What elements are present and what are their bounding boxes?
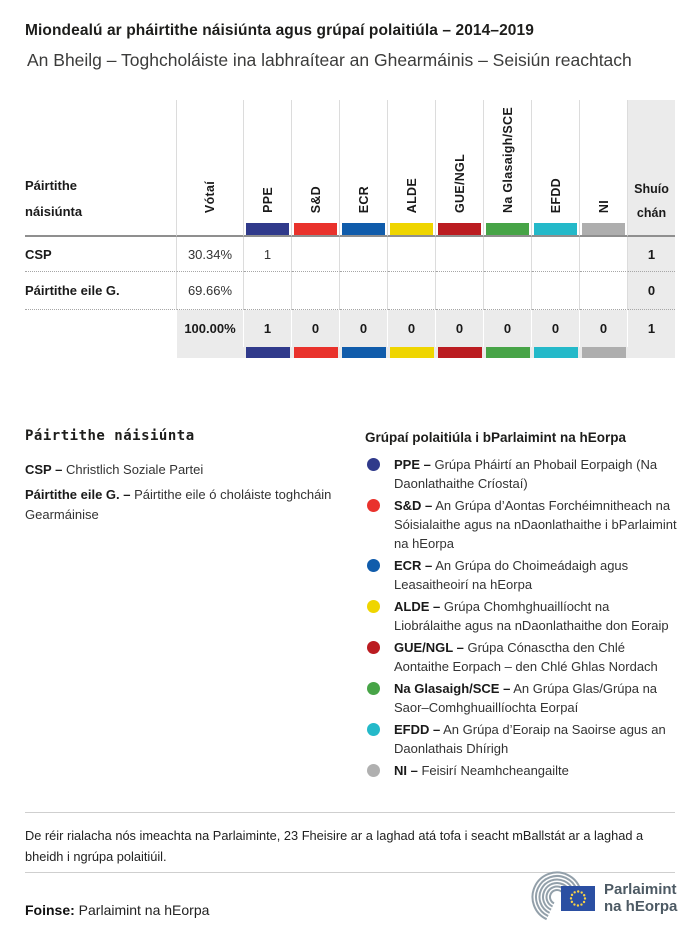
logo-wordmark: Parlaimint na hEorpa bbox=[604, 881, 678, 915]
total-group-cell: 0 bbox=[532, 310, 580, 347]
group-column-header-guengl: GUE/NGL bbox=[436, 100, 484, 237]
seat-cell bbox=[532, 237, 580, 272]
source-label: Foinse: bbox=[25, 902, 75, 918]
group-column-header-efdd: EFDD bbox=[532, 100, 580, 237]
group-color-bar bbox=[246, 347, 290, 358]
efdd-color-dot bbox=[367, 723, 380, 736]
legend-entry-greens: Na Glasaigh/SCE – An Grúpa Glas/Grúpa na Saor–Comhghuaillíochta Eorpaí bbox=[365, 679, 677, 717]
legend-entry-efdd: EFDD – An Grúpa d’Eoraip na Saoirse agus an Daonlathais Dhírigh bbox=[365, 720, 677, 758]
group-column-header-ni: NI bbox=[580, 100, 628, 237]
group-color-bar bbox=[582, 223, 625, 235]
seat-cell: 1 bbox=[244, 237, 292, 272]
seat-cell bbox=[436, 237, 484, 272]
divider bbox=[25, 812, 675, 813]
table-corner-header bbox=[25, 100, 177, 237]
group-color-bar bbox=[342, 223, 385, 235]
seat-cell bbox=[532, 272, 580, 310]
group-color-bar bbox=[534, 223, 577, 235]
votes-cell: 69.66% bbox=[177, 272, 244, 310]
group-color-bar bbox=[438, 223, 481, 235]
seat-cell bbox=[244, 272, 292, 310]
results-table bbox=[25, 100, 675, 358]
total-row-spacer bbox=[25, 310, 177, 347]
group-color-bar bbox=[246, 223, 289, 235]
footnote: De réir rialacha nós imeachta na Parlaiminte, 23 Fheisire ar a laghad atá tofa i seacht mBallstát ar a laghad a bheidh i ngrúpa polaitiúil. bbox=[25, 828, 644, 864]
group-column-header-ppe: PPE bbox=[244, 100, 292, 237]
european-parliament-logo bbox=[531, 871, 677, 925]
legend-entry-sd: S&D – An Grúpa d’Aontas Forchéimnitheach na Sóisialaithe agus na nDaonlathaithe i bParlaimint na hEorpa bbox=[365, 496, 677, 553]
legend-entry-guengl: GUE/NGL – Grúpa Cónasctha den Chlé Aontaithe Eorpach – den Chlé Ghlas Nordach bbox=[365, 638, 677, 676]
seat-cell bbox=[292, 237, 340, 272]
group-color-bar bbox=[294, 347, 338, 358]
legend-entry-ni: NI – Feisirí Neamhcheangailte bbox=[365, 761, 677, 780]
total-group-cell: 0 bbox=[436, 310, 484, 347]
total-group-cell: 0 bbox=[340, 310, 388, 347]
page-title: Miondealú ar pháirtithe náisiúnta agus grúpaí polaitiúla – 2014–2019 bbox=[25, 22, 534, 39]
group-column-header-alde: ALDE bbox=[388, 100, 436, 237]
ecr-color-dot bbox=[367, 559, 380, 572]
hemicycle-icon bbox=[531, 871, 597, 925]
ppe-color-dot bbox=[367, 458, 380, 471]
seat-cell bbox=[340, 237, 388, 272]
ni-color-dot bbox=[367, 764, 380, 777]
legend-entry-ppe: PPE – Grúpa Pháirtí an Phobail Eorpaigh (Na Daonlathaithe Críostaí) bbox=[365, 455, 677, 493]
legend-national-heading: Páirtithe náisiúnta bbox=[25, 428, 195, 444]
group-color-bar bbox=[294, 223, 337, 235]
seats-column-header: Shuíochán bbox=[628, 100, 675, 237]
seat-cell bbox=[484, 272, 532, 310]
legend-entry-alde: ALDE – Grúpa Chomhghuaillíocht na Liobrálaithe agus na nDaonlathaithe don Eoraip bbox=[365, 597, 677, 635]
legend-entry-ecr: ECR – An Grúpa do Choimeádaigh agus Leasaitheoirí na hEorpa bbox=[365, 556, 677, 594]
group-column-header-ecr: ECR bbox=[340, 100, 388, 237]
total-votes-cell: 100.00% bbox=[177, 310, 244, 347]
seat-cell bbox=[388, 237, 436, 272]
seat-cell bbox=[340, 272, 388, 310]
group-color-bar bbox=[582, 347, 626, 358]
seat-cell bbox=[388, 272, 436, 310]
sd-color-dot bbox=[367, 499, 380, 512]
legend-entry: Páirtithe eile G. – Páirtithe eile ó choláiste toghcháin Gearmáinise bbox=[25, 487, 332, 522]
votes-cell: 30.34% bbox=[177, 237, 244, 272]
group-color-bar bbox=[438, 347, 482, 358]
guengl-color-dot bbox=[367, 641, 380, 654]
group-color-bar bbox=[390, 223, 433, 235]
legend-national-parties bbox=[25, 428, 355, 530]
group-color-bar bbox=[486, 347, 530, 358]
seat-cell bbox=[484, 237, 532, 272]
legend-entry: CSP – Christlich Soziale Partei bbox=[25, 462, 204, 477]
grand-total-seats-cell: 1 bbox=[628, 310, 675, 347]
group-column-header-sd: S&D bbox=[292, 100, 340, 237]
source-line bbox=[25, 902, 209, 918]
legend-groups-heading: Grúpaí polaitiúla i bParlaimint na hEorpa bbox=[365, 430, 627, 445]
seat-cell bbox=[580, 237, 628, 272]
total-group-cell: 0 bbox=[484, 310, 532, 347]
total-group-cell: 0 bbox=[388, 310, 436, 347]
total-group-cell: 0 bbox=[580, 310, 628, 347]
greens-color-dot bbox=[367, 682, 380, 695]
group-color-bar bbox=[534, 347, 578, 358]
alde-color-dot bbox=[367, 600, 380, 613]
eu-flag bbox=[561, 886, 595, 911]
source-value: Parlaimint na hEorpa bbox=[78, 902, 210, 918]
legend-political-groups bbox=[365, 430, 677, 783]
row-header-label: Páirtithe náisiúnta bbox=[25, 178, 83, 219]
total-group-cell: 0 bbox=[292, 310, 340, 347]
party-label: Páirtithe eile G. bbox=[25, 272, 177, 310]
total-group-cell: 1 bbox=[244, 310, 292, 347]
total-seats-cell: 1 bbox=[628, 237, 675, 272]
party-label: CSP bbox=[25, 237, 177, 272]
group-column-header-greens: Na Glasaigh/SCE bbox=[484, 100, 532, 237]
group-color-bar bbox=[486, 223, 529, 235]
total-seats-cell: 0 bbox=[628, 272, 675, 310]
votes-column-header: Vótaí bbox=[177, 100, 244, 237]
seat-cell bbox=[292, 272, 340, 310]
seat-cell bbox=[580, 272, 628, 310]
seat-cell bbox=[436, 272, 484, 310]
group-color-bar bbox=[390, 347, 434, 358]
group-color-bar bbox=[342, 347, 386, 358]
page-subtitle: An Bheilg – Toghcholáiste ina labhraítear an Ghearmáinis – Seisiún reachtach bbox=[27, 50, 632, 70]
